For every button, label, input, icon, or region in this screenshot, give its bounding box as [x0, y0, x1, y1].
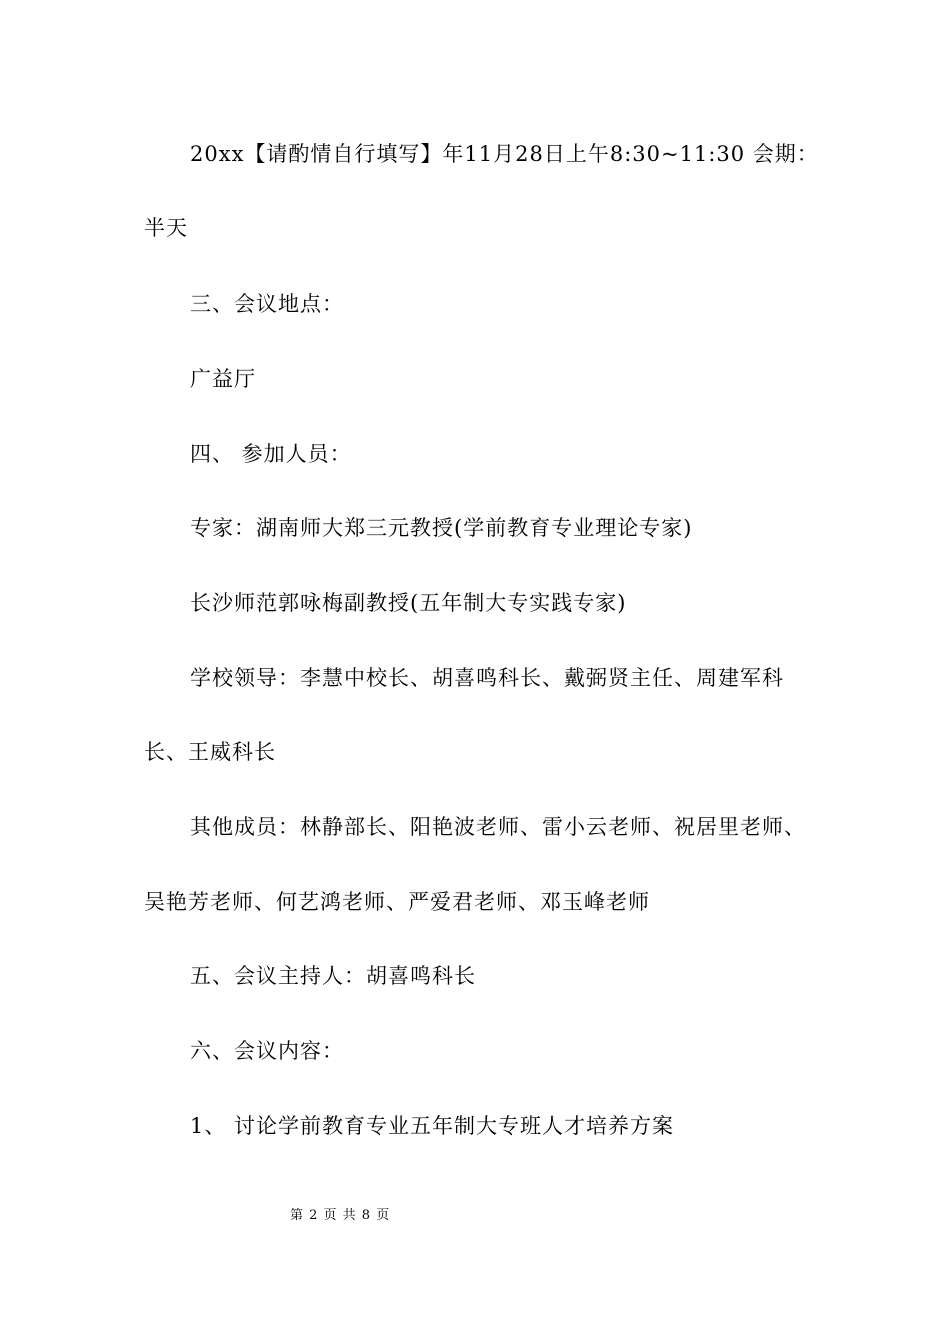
school-leaders-line: 学校领导：李慧中校长、胡喜鸣科长、戴弼贤主任、周建军科 — [190, 666, 784, 690]
section-heading-host: 五、会议主持人：胡喜鸣科长 — [190, 964, 476, 988]
experts-line-2: 长沙师范郭咏梅副教授(五年制大专实践专家) — [190, 591, 627, 615]
section-heading-location: 三、会议地点： — [190, 292, 344, 316]
school-leaders-line-cont: 长、王威科长 — [144, 740, 276, 764]
content-item-1: 1、 讨论学前教育专业五年制大专班人才培养方案 — [190, 1114, 675, 1138]
other-members-line: 其他成员：林静部长、阳艳波老师、雷小云老师、祝居里老师、 — [190, 815, 806, 839]
section-heading-content: 六、会议内容： — [190, 1039, 344, 1063]
location-line: 广益厅 — [190, 367, 256, 391]
page-number-footer: 第 2 页 共 8 页 — [290, 1208, 391, 1223]
section-heading-attendees: 四、 参加人员： — [190, 442, 352, 466]
meeting-duration-line: 半天 — [144, 216, 188, 240]
other-members-line-cont: 吴艳芳老师、何艺鸿老师、严爱君老师、邓玉峰老师 — [144, 890, 650, 914]
meeting-time-line: 20xx【请酌情自行填写】年11月28日上午8:30~11:30 会期： — [190, 142, 819, 166]
experts-line: 专家：湖南师大郑三元教授(学前教育专业理论专家) — [190, 516, 693, 540]
